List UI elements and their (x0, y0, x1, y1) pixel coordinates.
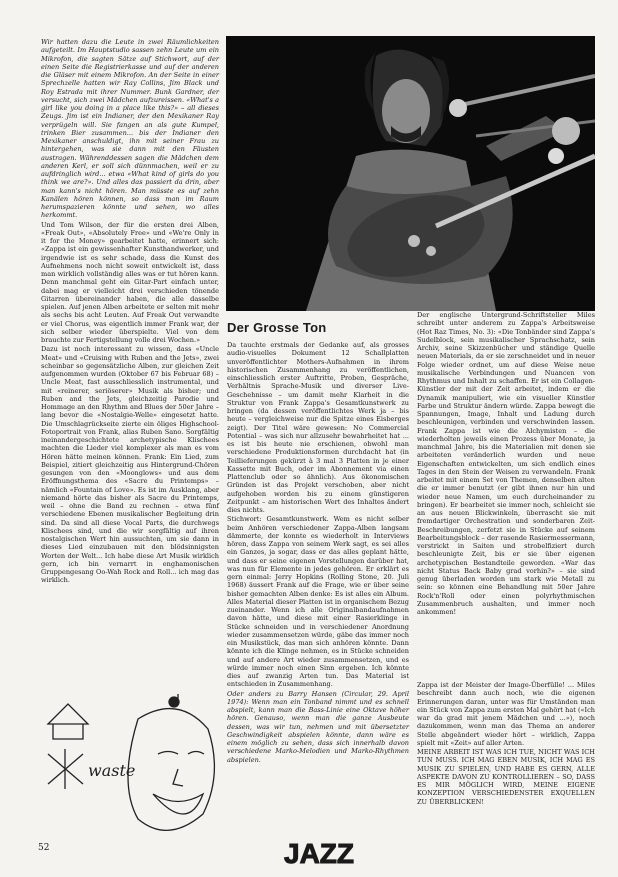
right-text-column-lower (417, 681, 595, 807)
zappa-photo-illustration (226, 36, 595, 311)
paragraph: Oder anders zu Barry Hansen (Circular, 29. April 1974): Wenn man ein Tonband nimmt und es schnell abspielt, kann man die Bass-Linie eine Oktave höher hören. Genauso, wenn man die ganze Ausbeute dessen, was wir tun, nehmen und mit übersetzter Geschwindigkeit abspielen könnte, dann wäre es einem möglich zu sehen, dass sich innerhalb davon verschiedene Marko-Melodien und Marko-Rhythmen abspielen. (227, 689, 409, 764)
paragraph: Dazu ist noch interessant zu wissen, dass «Uncle Meat» und «Cruising with Ruben and the Jets», zwei scheinbar so gegensätzliche Alben, zur gleichen Zeit aufgenommen wurden (Oktober 67 bis Februar 68) – Uncle Meat, fast ausschliesslich instrumental, und mit «reinerer, seriöserer» Musik als bisher; und Ruben and the Jets, gleichzeitig Parodie und Hommage an den Rhythm and Blues der 50er Jahre – lang bevor die «Nostalgie-Welle» eingesetzt hatte. Die Umschlagrückseite zierte ein öliges Highschool-Fotoportrait von Frank, alias Ruben Sano. Sorgfältig ineinandergeschichtete archetypische Klischees machten die Lieder viel komplexer als man es vom Hören hätte meinen können. Frank: Ein Lied, zum Beispiel, zitiert gleichzeitig aus Hintergrund-Chören gesungen von den «Moonglows» und aus dem Eröffnungsthema des «Sacre du Printemps» – nämlich «Fountain of Love». Es ist im Ausklang, aber niemand hörte das bisher als Sacre du Printemps, weil – ohne die Band zu rechnen – etwa fünf verschiedene Ebenen musikalischer Begleitung drin sind. Da sind all diese Vocal Parts, die durchwegs Klischees sind, und die wir sorgfältig auf ihren nostalgischen Wert hin aussuchten, um sie dann in dieses Lied einzubauen mit den blödsinnigsten Worten der Welt... Ich habe diese Art Musik wirklich gern, ich bin vernarrt in enghamonischen Gruppengesang Oo-Wah Rock and Roll... ich mag das wirklich. (41, 345, 219, 585)
paragraph: Zappa ist der Meister der Image-Überfülle! ... Miles beschreibt dann auch noch, wie die eigenen Erinnerungen daran, unter was für Umständen man ein Stück von Zappa zum ersten Mal gehört hat («Ich war da grad mit jenem Mädchen und ...»), noch dazukommen, wenn man das Thema an anderer Stelle abgeändert wieder hört – wirklich, Zappa spielt mit «Zeit» auf aller Arten. (417, 681, 595, 747)
article-headline: Der Grosse Ton (227, 320, 327, 335)
paragraph: Wir hatten dazu die Leute in zwei Räumlichkeiten aufgeteilt. Im Hauptstudio sassen zehn Leute um ein Mikrofon, die sagten Sätze auf Stichwort, auf der einen Seite die Registrierkasse und auf der anderen die Gläser mit einem Mikrofon. An der Seite in einer Sprechzelle hatten wir Ray Collins, Jim Black und Roy Estrada mit ihrer Nummer. Bunk Gardner, der versucht, sich zwei Mädchen aufzureissen. «What's a girl like you doing in a place like this?» – all dieses Zeugs. Jim ist ein Indianer, der den Mexikaner Ray verprügeln will. Sie fangen an als gute Kumpel, trinken Bier zusammen... bis der Indianer den Mexikaner anschuldigt, ihn mit seiner Frau zu hintergehen, was sie dann mit den Fäusten austragen. Währenddessen sagen die Mädchen dem anderen Kerl, er soll sich dünnmachen, weil er zu aufdringlich wird... etwa «What kind of girls do you think we are?». Und alles das passiert da drin, aber man kann's nicht hören. Man müsste es auf zehn Kanälen hören können, so dass man im Raum herumspazieren könnte und sehen, wo alles herkommt. (41, 38, 219, 220)
paragraph: Da tauchte erstmals der Gedanke auf, als grosses audio-visuelles Dokument 12 Schallplatten unveröffentlichter Mothers-Aufnahmen in ihrem historischen Zusammenhang zu veröffentlichen, einschliesslich erster Auftritte, Proben, Gespräche, Verhältnis Sprache-Musik und diverser Live-Geschehnisse – um damit mehr Klarheit in die Struktur von Frank Zappa's Gesamtkunstwerk zu bringen (da dessen veröffentlichtes Werk ja – bis heute – vergleichweise nur die Spitze eines Eisberges zeigt). Der Titel wäre gewesen: No Commercial Potential – was sich nur allzusehr bewahrheitet hat ... es ist bis heute nie erschienen, obwohl man verschiedene Produktionsformen durchdacht hat (in Teillieferungen gekürzt à 3 mal 3 Platten in je einer Kassette mit Buch, oder im Abonnement via einen Plattenclub oder so ähnlich). Aus ökonomischen Gründen ist das Projekt verschoben, aber nicht aufgehoben worden bis zu einem günstigeren Zeitpunkt – am historischen Wert des Inhaltes ändert dies nichts. (227, 341, 409, 514)
left-text-column (41, 38, 219, 586)
hand-drawn-sketch (28, 694, 223, 844)
paragraph: Stichwort: Gesamtkunstwerk. Wem es nicht selber beim Anhören verschiedener Zappa-Alben langsam dämmerte, der konnte es wiederholt in Interviews hören, dass Zappa von seinem Werk sagt, es sei alles ein Ganzes, ja sogar, dass er das alles geplant hätte, und dass er seine eigenen Vorstellungen darüber hat, was nun für Elemente in jedes gehören. Er erklärt es gern einmal: Jerry Hopkins (Rolling Stone, 20. Juli 1968) äussert Frank auf die Frage, wie er über seine bisher gemachten Alben denke: Es ist alles ein Album. Alles Material dieser Platten ist in organischem Bezug zueinander. Wenn ich alle Originalbandaufnahmen davon hätte, und diese mit einer Rasierklinge in Stücke schneiden und in verschiedener Anordnung wieder zusammensetzen würde, gäbe das immer noch ein Musikstück, das man sich anhören könnte. Dann könnte ich die Klinge nehmen, es in Stücke schneiden und auf andere Art wieder zusammensetzen, und es würde immer noch einen Sinn ergeben. Ich könnte dies auf zwanzig Arten tun. Das Material ist entschieden in Zusammenhang. (227, 515, 409, 689)
middle-text-column (227, 341, 409, 765)
jazz-logo (264, 838, 374, 868)
logo-text: JAZZ (284, 838, 354, 868)
sketch-text: waste (88, 761, 136, 780)
right-text-column (417, 311, 595, 617)
caps-paragraph: MEINE ARBEIT IST WAS ICH TUE, NICHT WAS ICH TUN MUSS. ICH MAG EBEN MUSIK, ICH MAG ES MUSIK ZU SPIELEN, UND HABE ES GERN, ALLE ASPEKTE DAVON ZU KONTROLLIEREN – SO, DASS ES MIR MÖGLICH WIRD, MEINE EIGENE KONZEPTION VERSCHIEDENSTER EXQUELLEN ZU ÜBERBLICKEN! (417, 748, 595, 806)
concert-photo (226, 36, 595, 311)
paragraph: Und Tom Wilson, der für die ersten drei Alben, «Freak Out», «Absolutely Free» und «We're Only in it for the Money» gearbeitet hatte, erinnert sich: «Zappa ist ein gewissenhafter Kunsthandwerker, und irgendwie ist es sehr schade, dass die Kunst des Aufnehmens noch nicht soweit entwickelt ist, dass man wirklich vollständig alles was er tut hören kann. Denn manchmal geht ein Gitar-Part einfach unter, dabei mag er vielleicht drei verschieden tönende Gitarren übereinander haben, die alle dasselbe spielen. Auf jenen Alben arbeitete er selten mit mehr als sechs bis acht Leuten. Auf Freak Out verwandte er viel Chorus, was eigentlich immer Frank war, der sich selber wieder überspielte. Viel von dem brauchte zur Fertigstellung volle drei Wochen.» (41, 220, 219, 344)
page-number: 52 (38, 843, 50, 853)
paragraph: Der englische Untergrund-Schriftsteller Miles schreibt unter anderem zu Zappa's Arbeitsweise (Hot Raz Times, No. 3): «Die Tonbänder sind Zappa's Sudelblock, sein musikalischer Sprachschatz, sein Archiv, seine Skizzenbücher und ständige Quelle neuen Materials, da er sie zerschneidet und in neuer Folge wieder ordnet, um auf diese Weise neue musikalische Verbindungen und Nuancen von Rhythmus und Inhalt zu schaffen. Er ist ein Collagen-Künstler der mit der Zeit arbeitet, indem er die Dynamik manipuliert, wie ein visueller Künstler Farbe und Struktur ändern würde. Zappa bewegt die Spannungen, Image, Inhalt und Ladung durch beschleunigen, verbinden und verschwinden lassen. Frank Zappa ist wie die Alchymisten – die wiederholten jeweils einen Prozess über Monate, ja manchmal Jahre, bis die Materialien mit denen sie arbeiteten veränderlich wurden und neue Eigenschaften entwickelten, um sich endlich eines Tages in den Stein der Weisen zu verwandeln. Frank arbeitet mit einem Set von Themen, denselben alten die er immer benutzt (er gibt ihnen nur hin und wieder neue Namen, um euch durcheinander zu bringen). Er bearbeitet sie immer noch, schleicht sie an aus neuen Blickwinkeln, überrascht sie mit fremdartiger Orchestration und sonderbaren Zeit-Beschreibungen, zerfetzt sie in Stücke auf seinem Bearbeitungsblock – der rasende Rasiermessermann, verstrickt in Saiten und strobelfiziert durch beschleunigte Zeit, bis er sie über eigenen archetypischen Bestandteile geworden. «War das nicht Status Back Baby grad vorhin?» – sie sind genug überladen worden um stark wie Metall zu sein: so können eine Behandlung mit 50er Jahre Rock'n'Roll oder einen polyrhythmischen Zusammenbruch aushalten, und immer noch ankommen! (417, 311, 595, 616)
